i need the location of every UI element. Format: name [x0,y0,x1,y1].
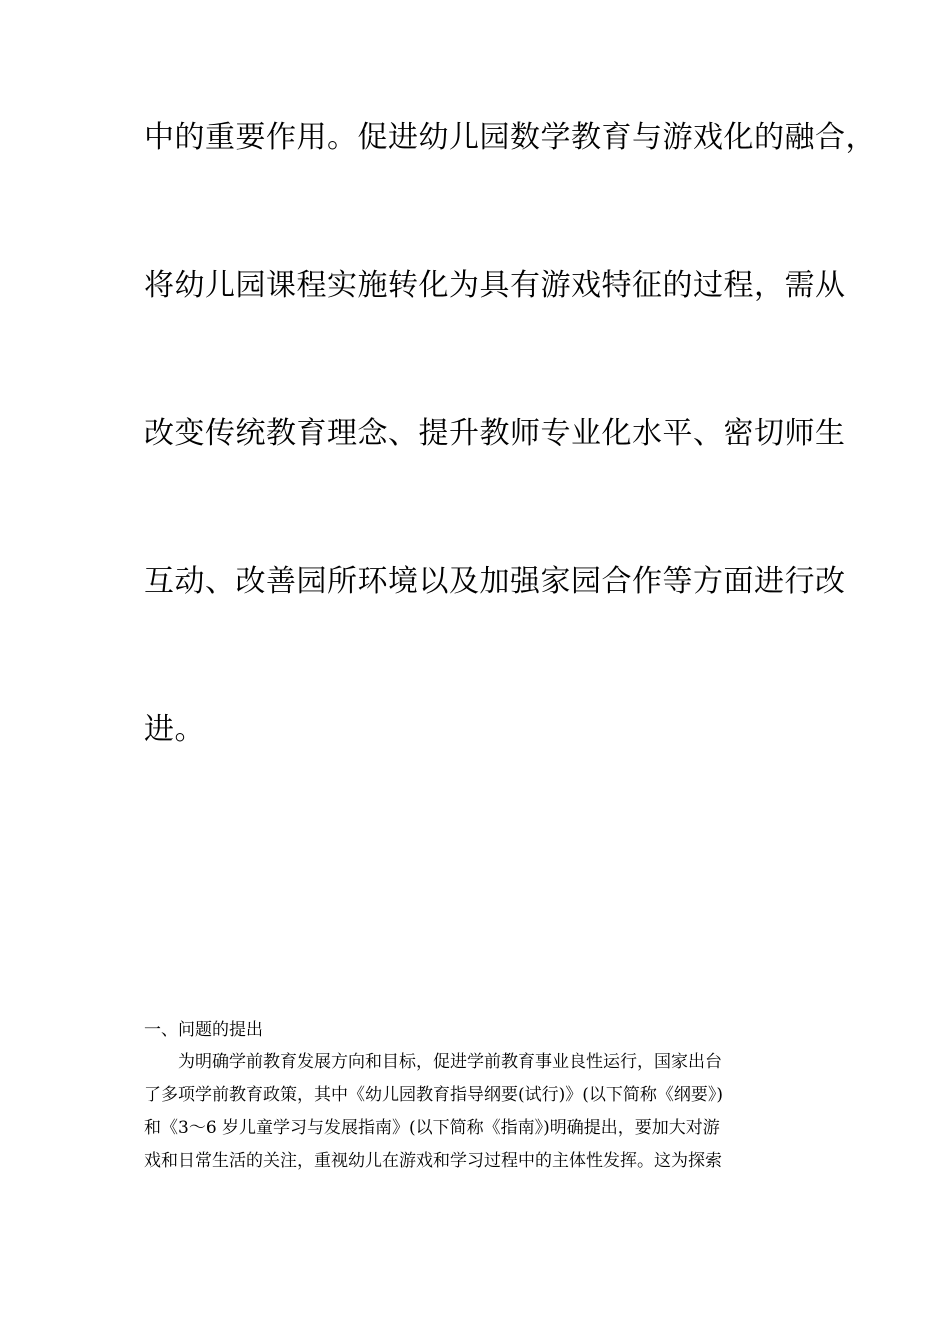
paragraph-line: 了多项学前教育政策，其中《幼儿园教育指导纲要(试行)》(以下简称《纲要》) [144,1085,724,1105]
intro-line: 将幼儿园课程实施转化为具有游戏特征的过程，需从 [144,268,846,303]
section-heading: 一、问题的提出 [144,1020,263,1040]
intro-line: 互动、改善园所环境以及加强家园合作等方面进行改 [144,564,846,599]
body-paragraph [144,1046,814,1178]
intro-line: 改变传统教育理念、提升教师专业化水平、密切师生 [144,416,846,451]
section-problem-statement [144,1016,814,1178]
paragraph-line: 戏和日常生活的关注，重视幼儿在游戏和学习过程中的主体性发挥。这为探索 [144,1151,722,1171]
paragraph-line: 为明确学前教育发展方向和目标，促进学前教育事业良性运行，国家出台 [178,1052,722,1072]
intro-line: 进。 [144,712,205,747]
intro-text-block [144,118,876,858]
paragraph-line: 和《3～6 岁儿童学习与发展指南》(以下简称《指南》)明确提出，要加大对游 [144,1118,720,1138]
intro-line: 中的重要作用。促进幼儿园数学教育与游戏化的融合， [144,120,876,155]
